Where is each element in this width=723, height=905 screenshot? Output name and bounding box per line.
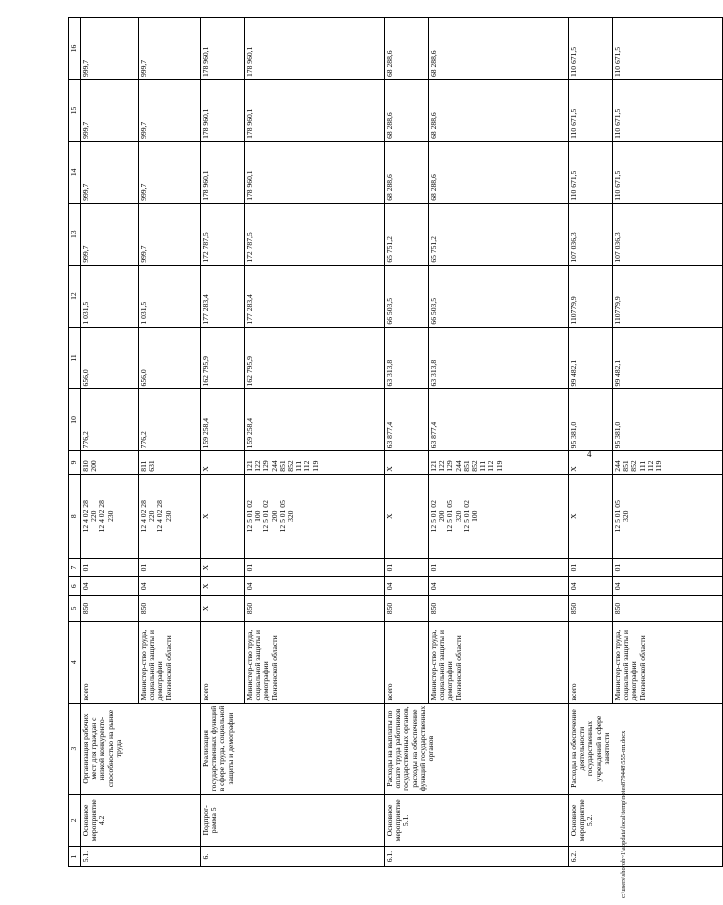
cell-col-1: 6.1.	[385, 847, 569, 867]
code-line: Х	[569, 513, 578, 519]
cell-col-16: 68 288,6	[385, 18, 429, 80]
column-number-1: 1	[69, 847, 81, 867]
code-line: 320	[453, 510, 463, 522]
cell-col-1: 6.	[201, 847, 385, 867]
cell-col-6: 04	[139, 577, 201, 596]
code-line: Х	[385, 466, 394, 472]
cell-col-10: 159 258,4	[201, 389, 245, 451]
cell-col-11: 63 313,8	[385, 327, 429, 389]
cell-col-10: 95 381,0	[613, 389, 723, 451]
cell-col-15: 999,7	[139, 80, 201, 142]
code-line: 811	[139, 460, 148, 472]
code-line: 851	[277, 460, 287, 472]
cell-col-4: всего	[385, 621, 429, 703]
code-line: 112	[486, 460, 496, 472]
cell-col-4: Министер-ство труда, социальной защиты и демографии Пензенской области	[429, 621, 569, 703]
cell-col-12: 1 031,5	[81, 265, 139, 327]
cell-col-15: 110 671,5	[569, 80, 613, 142]
cell-col-14: 110 671,5	[613, 141, 723, 203]
column-number-14: 14	[69, 141, 81, 203]
column-number-2: 2	[69, 794, 81, 847]
code-line: 111	[294, 460, 304, 472]
cell-col-16: 178 960,1	[201, 18, 245, 80]
cell-col-14: 68 288,6	[429, 141, 569, 203]
code-line: 12 5 01 05	[277, 500, 287, 533]
cell-col-12: 110779,9	[613, 265, 723, 327]
cell-col-5: 850	[569, 596, 613, 622]
cell-col-3: Организация рабочих мест для граждан с низкой конкуренто-способностью на рынке труда	[81, 703, 201, 794]
code-line: 12 5 01 02	[461, 500, 471, 533]
code-line: 12 4 02 28	[97, 500, 107, 533]
code-line: 230	[163, 510, 173, 522]
code-line: 12 5 01 05	[613, 500, 622, 533]
cell-col-4: всего	[569, 621, 613, 703]
cell-col-13: 172 787,5	[245, 203, 385, 265]
cell-col-8	[569, 474, 613, 558]
column-number-16: 16	[69, 18, 81, 80]
cell-col-9	[81, 451, 139, 474]
cell-col-15: 110 671,5	[613, 80, 723, 142]
cell-col-5: 850	[81, 596, 139, 622]
cell-col-7: 01	[245, 558, 385, 577]
code-line: 112	[302, 460, 312, 472]
footer-file-path: c:\users\shoroh~1\appdata\local\temp\notes879448\555-пп.docx	[620, 730, 627, 898]
column-number-13: 13	[69, 203, 81, 265]
cell-col-6: 04	[569, 577, 613, 596]
cell-col-6: Х	[201, 577, 245, 596]
cell-col-5: 850	[613, 596, 723, 622]
cell-col-11: 162 795,9	[201, 327, 245, 389]
code-line: 12 4 02 28	[81, 500, 90, 533]
cell-col-12: 177 283,4	[245, 265, 385, 327]
cell-col-13: 999,7	[139, 203, 201, 265]
code-line: 122	[437, 460, 447, 472]
code-line: 220	[89, 510, 99, 522]
column-number-15: 15	[69, 80, 81, 142]
code-line: 230	[105, 510, 115, 522]
code-line: 852	[469, 460, 479, 472]
cell-col-7: Х	[201, 558, 245, 577]
cell-col-9	[139, 451, 201, 474]
cell-col-14: 999,7	[139, 141, 201, 203]
cell-col-10: 63 877,4	[385, 389, 429, 451]
column-number-9: 9	[69, 451, 81, 474]
cell-col-10: 159 258,4	[245, 389, 385, 451]
code-line: 119	[310, 460, 320, 472]
cell-col-14: 999,7	[81, 141, 139, 203]
column-number-8: 8	[69, 474, 81, 558]
column-number-6: 6	[69, 577, 81, 596]
column-number-10: 10	[69, 389, 81, 451]
cell-col-13: 172 787,5	[201, 203, 245, 265]
cell-col-9	[429, 451, 569, 474]
cell-col-4: Министер-ство труда, социальной защиты и демографии Пензенской области	[245, 621, 385, 703]
code-line: 631	[147, 460, 157, 472]
cell-col-11: 162 795,9	[245, 327, 385, 389]
cell-col-13: 65 751,2	[429, 203, 569, 265]
column-number-4: 4	[69, 621, 81, 703]
code-line: 852	[285, 460, 295, 472]
code-line: 200	[269, 510, 279, 522]
cell-col-8	[385, 474, 429, 558]
cell-col-1: 5.1.	[81, 847, 201, 867]
code-line: 119	[653, 460, 663, 472]
code-line: 244	[453, 460, 463, 472]
cell-col-14: 110 671,5	[569, 141, 613, 203]
code-line: 121	[429, 460, 438, 472]
cell-col-16: 110 671,5	[569, 18, 613, 80]
code-line: 111	[637, 460, 647, 472]
cell-col-10: 63 877,4	[429, 389, 569, 451]
cell-col-16: 999,7	[139, 18, 201, 80]
cell-col-9	[201, 451, 245, 474]
cell-col-10: 776,2	[139, 389, 201, 451]
code-line: 111	[478, 460, 488, 472]
code-line: 244	[613, 460, 622, 472]
cell-col-3: Расходы на выплаты по оплате труда работников государственных органов, расходы на обеспечение функций государственных органов	[385, 703, 569, 794]
code-line: 112	[645, 460, 655, 472]
cell-col-15: 68 288,6	[429, 80, 569, 142]
cell-col-8	[201, 474, 245, 558]
cell-col-7: 01	[139, 558, 201, 577]
cell-col-7: 01	[569, 558, 613, 577]
cell-col-4: Министер-ство труда, социальной защиты и демографии Пензенской области	[139, 621, 201, 703]
code-line: 244	[269, 460, 279, 472]
code-line: 851	[621, 460, 631, 472]
code-line: 200	[89, 460, 99, 472]
cell-col-2: Основное мероприятие 5.2.	[569, 794, 723, 847]
code-line: 121	[245, 460, 254, 472]
cell-col-7: 01	[81, 558, 139, 577]
cell-col-12: 66 503,5	[385, 265, 429, 327]
cell-col-6: 04	[385, 577, 429, 596]
cell-col-8	[245, 474, 385, 558]
cell-col-8	[139, 474, 201, 558]
cell-col-6: 04	[245, 577, 385, 596]
cell-col-13: 107 036,3	[569, 203, 613, 265]
column-number-11: 11	[69, 327, 81, 389]
code-line: 320	[285, 510, 295, 522]
cell-col-15: 999,7	[81, 80, 139, 142]
code-line: Х	[569, 466, 578, 472]
cell-col-15: 178 960,1	[245, 80, 385, 142]
code-line: 119	[494, 460, 504, 472]
table-row	[81, 18, 139, 867]
cell-col-1: 6.2.	[569, 847, 723, 867]
code-line: Х	[385, 513, 394, 519]
cell-col-5: 850	[385, 596, 429, 622]
code-line: 122	[253, 460, 263, 472]
code-line: 100	[469, 510, 479, 522]
cell-col-16: 68 288,6	[429, 18, 569, 80]
cell-col-15: 178 960,1	[201, 80, 245, 142]
cell-col-2: Основное мероприятие 4.2	[81, 794, 201, 847]
cell-col-10: 776,2	[81, 389, 139, 451]
cell-col-12: 177 283,4	[201, 265, 245, 327]
column-number-5: 5	[69, 596, 81, 622]
cell-col-14: 178 960,1	[201, 141, 245, 203]
cell-col-7: 01	[613, 558, 723, 577]
cell-col-16: 110 671,5	[613, 18, 723, 80]
cell-col-3: Реализация государственных функций в сфере труда, социальной защиты и демографии	[201, 703, 385, 794]
code-line: 220	[147, 510, 157, 522]
cell-col-9	[569, 451, 613, 474]
cell-col-6: 04	[429, 577, 569, 596]
cell-col-4: Министер-ство труда, социальной защиты и демографии Пензенской области	[613, 621, 723, 703]
code-line: 12 5 01 02	[245, 500, 254, 533]
column-number-12: 12	[69, 265, 81, 327]
cell-col-11: 656,0	[81, 327, 139, 389]
cell-col-6: 04	[613, 577, 723, 596]
cell-col-2: Основное мероприятие 5.1.	[385, 794, 569, 847]
cell-col-5: 850	[139, 596, 201, 622]
cell-col-6: 04	[81, 577, 139, 596]
code-line: 12 4 02 28	[139, 500, 148, 533]
code-line: Х	[201, 466, 210, 472]
cell-col-13: 65 751,2	[385, 203, 429, 265]
column-number-row	[69, 18, 81, 867]
cell-col-12: 110779,9	[569, 265, 613, 327]
code-line: 12 5 01 05	[445, 500, 455, 533]
table-row	[385, 18, 429, 867]
code-line: 320	[621, 510, 631, 522]
code-line: 12 5 01 02	[261, 500, 271, 533]
cell-col-8	[429, 474, 569, 558]
cell-col-8	[81, 474, 139, 558]
code-line: 810	[81, 460, 90, 472]
cell-col-5: 850	[245, 596, 385, 622]
code-line: 852	[629, 460, 639, 472]
code-line: 200	[437, 510, 447, 522]
code-line: 129	[445, 460, 455, 472]
table-row	[201, 18, 245, 867]
cell-col-11: 99 482,1	[613, 327, 723, 389]
cell-col-13: 999,7	[81, 203, 139, 265]
cell-col-7: 01	[429, 558, 569, 577]
cell-col-5: 850	[429, 596, 569, 622]
cell-col-14: 68 288,6	[385, 141, 429, 203]
cell-col-15: 68 288,6	[385, 80, 429, 142]
cell-col-12: 1 031,5	[139, 265, 201, 327]
code-line: 12 5 01 02	[429, 500, 438, 533]
cell-col-10: 95 381,0	[569, 389, 613, 451]
cell-col-11: 656,0	[139, 327, 201, 389]
cell-col-13: 107 036,3	[613, 203, 723, 265]
cell-col-2: Подпрог-рамма 5	[201, 794, 385, 847]
cell-col-4: всего	[81, 621, 139, 703]
cell-col-11: 63 313,8	[429, 327, 569, 389]
column-number-7: 7	[69, 558, 81, 577]
cell-col-12: 66 503,5	[429, 265, 569, 327]
cell-col-11: 99 482,1	[569, 327, 613, 389]
cell-col-4: всего	[201, 621, 245, 703]
column-number-3: 3	[69, 703, 81, 794]
cell-col-9	[613, 451, 723, 474]
code-line: 100	[253, 510, 263, 522]
code-line: Х	[201, 513, 210, 519]
code-line: 129	[261, 460, 271, 472]
code-line: 851	[461, 460, 471, 472]
cell-col-3: Расходы на обеспечение деятельности государственных учреждений в сфере занятости	[569, 703, 723, 794]
cell-col-8	[613, 474, 723, 558]
code-line: 12 4 02 28	[155, 500, 165, 533]
cell-col-5: Х	[201, 596, 245, 622]
cell-col-16: 999,7	[81, 18, 139, 80]
table-row	[569, 18, 613, 867]
cell-col-16: 178 960,1	[245, 18, 385, 80]
cell-col-9	[245, 451, 385, 474]
page-number: 4	[587, 449, 592, 459]
cell-col-14: 178 960,1	[245, 141, 385, 203]
cell-col-7: 01	[385, 558, 429, 577]
cell-col-9	[385, 451, 429, 474]
